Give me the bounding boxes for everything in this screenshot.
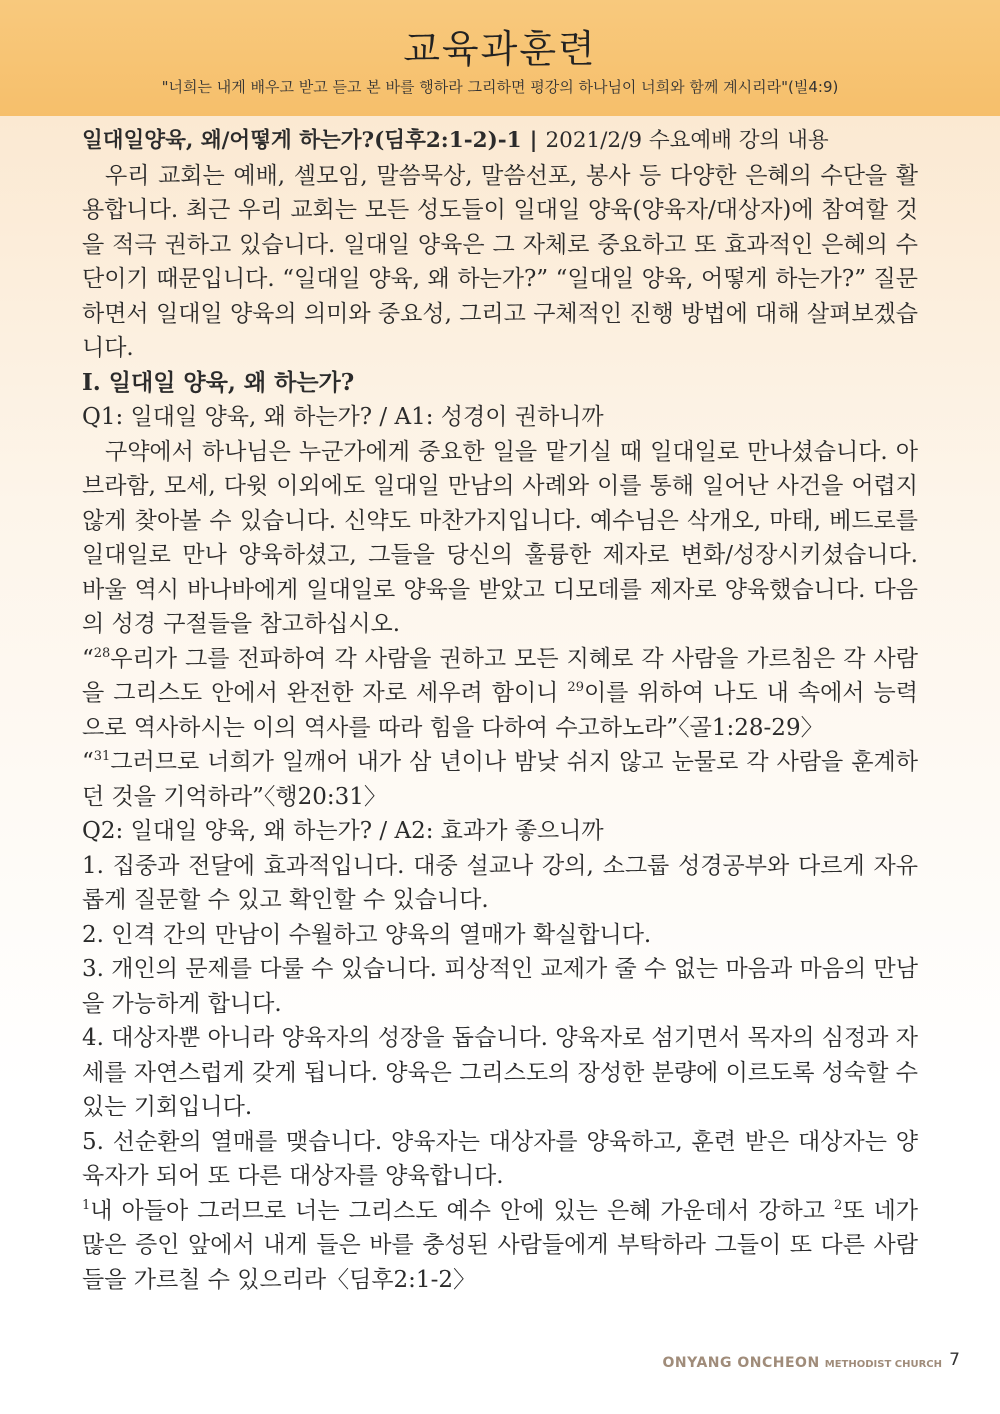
scripture-quote-timothy: $^1$내 아들아 그러므로 너는 그리스도 예수 안에 있는 은혜 가운데서 강하고 $^2$또 네가 많은 증인 앞에서 내게 들은 바를 충성된 사람들에게 부탁하라 그들이 또 다른 사람들을 가르칠 수 있으리라〈딤후2:1-2〉 <box>82 1197 919 1293</box>
page-title: 교육과훈련 <box>403 27 597 71</box>
page-number: 7 <box>949 1350 960 1370</box>
point-item: 1. 집중과 전달에 효과적입니다. 대중 설교나 강의, 소그룹 성경공부와 다르게 자유롭게 질문할 수 있고 확인할 수 있습니다. <box>82 852 918 913</box>
title-separator: | <box>529 128 538 153</box>
verse-number: 31 <box>93 749 111 764</box>
section-heading: Ⅰ. 일대일 양육, 왜 하는가? <box>82 368 355 396</box>
brand-sub: METHODIST CHURCH <box>824 1359 942 1370</box>
verse-number: 29 <box>567 680 584 695</box>
article-title-line <box>82 124 918 159</box>
point-item: 2. 인격 간의 만남이 수월하고 양육의 열매가 확실합니다. <box>82 921 652 948</box>
page-header <box>0 0 1000 116</box>
brand-main: ONYANG ONCHEON <box>662 1355 820 1371</box>
point-item: 4. 대상자뿐 아니라 양육자의 성장을 돕습니다. 양육자로 섬기면서 목자의 심정과 자세를 자연스럽게 갖게 됩니다. 양육은 그리스도의 장성한 분량에 이르도록 성숙할 수 있는 기회입니다. <box>82 1025 918 1120</box>
question-2: Q2: 일대일 양육, 왜 하는가? / A2: 효과가 좋으니까 <box>82 818 604 844</box>
point-item: 5. 선순환의 열매를 맺습니다. 양육자는 대상자를 양육하고, 훈련 받은 대상자는 양육자가 되어 또 다른 대상자를 양육합니다. <box>82 1128 918 1189</box>
church-brand <box>663 1352 942 1371</box>
verse-number: 2 <box>834 1197 843 1213</box>
scripture-quote-acts: “$^{31}$그러므로 너희가 일깨어 내가 삼 년이나 밤낮 쉬지 않고 눈물로 각 사람을 훈계하던 것을 기억하라”〈행20:31〉 <box>82 749 918 810</box>
header-verse: "너희는 내게 배우고 받고 듣고 본 바를 행하라 그리하면 평강의 하나님이 너희와 함께 계시리라"(빌4:9) <box>161 78 839 96</box>
point-item: 3. 개인의 문제를 다룰 수 있습니다. 피상적인 교제가 줄 수 없는 마음과 마음의 만남을 가능하게 합니다. <box>82 956 918 1017</box>
question-1-body: 구약에서 하나님은 누군가에게 중요한 일을 맡기실 때 일대일로 만나셨습니다. 아브라함, 모세, 다윗 이외에도 일대일 만남의 사례와 이를 통해 일어난 사건을 어렵지 않게 찾아볼 수 있습니다. 신약도 마찬가지입니다. 예수님은 삭개오, 마태, 베드로를 일대일로 만나 양육하셨고, 그들을 당신의 훌륭한 제자로 변화/성장시키셨습니다. 바울 역시 바나바에게 일대일로 양육을 받았고 디모데를 제자로 양육했습니다. 다음의 성경 구절들을 참고하십시오. <box>82 438 918 637</box>
question-1: Q1: 일대일 양육, 왜 하는가? / A1: 성경이 권하니까 <box>82 404 604 430</box>
article-body <box>82 124 918 1297</box>
article-subtitle: 2021/2/9 수요예배 강의 내용 <box>545 128 829 153</box>
verse-number: 1 <box>82 1197 91 1213</box>
intro-paragraph: 우리 교회는 예배, 셀모임, 말씀묵상, 말씀선포, 봉사 등 다양한 은혜의 수단을 활용합니다. 최근 우리 교회는 모든 성도들이 일대일 양육(양육자/대상자)에 참여할 것을 적극 권하고 있습니다. 일대일 양육은 그 자체로 중요하고 또 효과적인 은혜의 수단이기 때문입니다. “일대일 양육, 왜 하는가?” “일대일 양육, 어떻게 하는가?” 질문하면서 일대일 양육의 의미와 중요성, 그리고 구체적인 진행 방법에 대해 살펴보겠습니다. <box>82 162 918 361</box>
article-title: 일대일양육, 왜/어떻게 하는가?(딤후2:1-2)-1 <box>82 128 522 153</box>
verse-number: 28 <box>93 645 111 661</box>
scripture-quote-colossians: “$^{28}$우리가 그를 전파하여 각 사람을 권하고 모든 지혜로 각 사람을 가르침은 각 사람을 그리스도 안에서 완전한 자로 세우려 함이니 $^{29}$이를 위하여 나도 내 속에서 능력으로 역사하시는 이의 역사를 따라 힘을 다하여 수고하노라”〈골1:28-29〉 <box>82 645 918 741</box>
